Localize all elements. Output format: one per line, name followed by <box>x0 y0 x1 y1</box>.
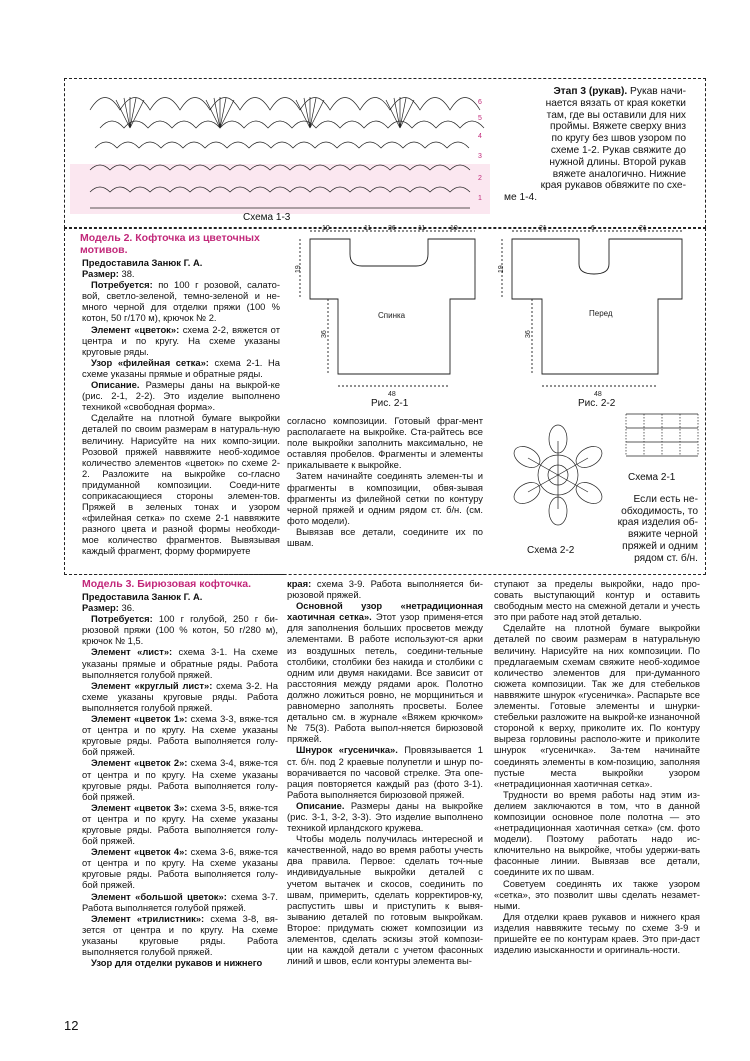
svg-text:5: 5 <box>478 115 482 122</box>
svg-text:48: 48 <box>388 391 396 398</box>
m3-c2-p5: Чтобы модель получилась интересной и качественной, надо во время работы учесть два правила. Первое: сделать точ-ные индивидуальные выкройки деталей с учетом вытачек и скосов, соединить по швам, примерить, сделать корректиров-ку, распустить швы и приступить к вывя-зыванию деталей по готовым выкройкам. Второе: придумать сюжет композиции из элементов, сделать эскизы этой компози-ции на каждой детали с учетом фасонных линий и швов, если контуры элемента вы- <box>287 833 483 967</box>
svg-text:10: 10 <box>322 225 330 232</box>
schema-2-1-caption: Схема 2-1 <box>628 472 676 483</box>
model3-col3 <box>494 578 700 955</box>
m2-needs: Потребуется: по 100 г розовой, салато-вой, светло-зеленой, темно-зеленой и не-много черной для отделки пряжи (100 % котон, 50 г/170 м), крючок № 2. <box>82 279 280 324</box>
stage3-line: ме 1-4. <box>504 192 538 204</box>
schema-2-2-caption: Схема 2-2 <box>527 545 575 556</box>
svg-text:21: 21 <box>539 225 547 232</box>
stage3-line: схеме 1-2. Рукав свяжите до <box>550 144 686 156</box>
svg-text:11: 11 <box>364 225 372 232</box>
crochet-chart-2-1 <box>622 408 702 468</box>
model3-col1 <box>82 591 278 968</box>
svg-text:36: 36 <box>525 330 532 338</box>
note-line: Если есть не- <box>633 494 698 505</box>
svg-text:48: 48 <box>594 391 602 398</box>
m3-flower1: Элемент «цветок 1»: схема 3-3, вяже-тся от центра и по кругу. На схеме указаны круговые ряды. Работа выполняется голу-бой пряжей. <box>82 713 278 758</box>
m2-author: Предоставила Занюк Г. А. <box>82 257 203 268</box>
svg-text:21: 21 <box>639 225 647 232</box>
svg-text:1: 1 <box>478 195 482 202</box>
m2-size: Размер: 38. <box>82 268 135 280</box>
stage3-line: нужной длины. Второй рукав <box>549 156 686 168</box>
m3-round-leaf: Элемент «круглый лист»: схема 3-2. На схеме указаны круговые ряды. Работа выполняется голубой пряжей. <box>82 679 278 713</box>
m3-c3-p1: ступают за пределы выкройки, надо про-совать выступающий контур и оставить свободным место на смежной детали и учесть это при работе над этой деталью. <box>494 578 700 623</box>
m2-c2-p1: согласно композиции. Готовый фраг-мент располагаете на выкройке. Ста-райтесь все поле выкройки заполнить максимально, не оставляя пробелов. Фрагменты и элементы прикалываете к выкройке. <box>287 415 483 471</box>
m3-c3-p2: Сделайте на плотной бумаге выкройки деталей по своим размерам в натуральную величину. Нарисуйте на них композиции. По предлагаемым схемам свяжите необ-ходимое количество элементов для при-думанного сюжета композиции. Так же для стебельков наввяжите шнурок «гусеничка». Распарьте все элементы. Готовые элементы и шнурки-стебельки разложите на выкрой-ке изнаночной стороной к верху, приколите их. По контуру выреза горловины располо-жите и приколите шнурок «гусеничка». За-тем начинайте соединять элементы в ком-позицию, заполняя пустые места выкройки узором «нетрадиционная хаотичная сетка». <box>494 622 700 789</box>
schema-caption-1-3: Схема 1-3 <box>243 212 291 223</box>
svg-text:Спинка: Спинка <box>378 311 406 320</box>
m3-c3-p3: Трудности во время работы над этим из-делием заключаются в том, что в данной композиции основное поле полотна — это «нетрадиционная хаотичная сетка» (см. фото модели). Поэтому работать надо ис-ключительно на выкройке, чтобы удержи-вать фасонные линии. Вывязав все детали, соедините их по швам. <box>494 788 700 878</box>
m3-trefoil: Элемент «трилистник»: схема 3-8, вя-зется от центра и по кругу. На схеме указаны круговые ряды. Работа выполняется голубой пряжей. <box>82 912 279 957</box>
crochet-chart-1-3 <box>70 80 490 215</box>
m2-c2-p2: Затем начинайте соединять элемен-ты и фрагменты в композиции, обвя-зывая фрагменты из филейной сетки по контуру черной пряжей и одним рядом ст. б/н. (см. фото модели). <box>287 470 483 526</box>
note-line: рядом ст. б/н. <box>634 552 698 564</box>
m3-flower4: Элемент «цветок 4»: схема 3-6, вяже-тся от центра и по кругу. На схеме указаны круговые ряды. Работа выполняется голу-бой пряжей. <box>82 846 278 891</box>
model2-note <box>598 494 698 564</box>
stage3-line: нается вязать от края кокетки <box>545 97 686 109</box>
m2-body: Сделайте на плотной бумаге выкройки деталей по своим размерам в натураль-ную величину. Нарисуйте на них компо-зиции. Розовой пряжей наввяжите необ-ходимое количество элементов «цветок» по схеме 2-2. Разложите на выкройке со-гласно придуманной композиции. Соеди-ните соприкасающиеся стороны элемен-тов. Пряжей в зеленых тонах и узором «филейная сетка» по схеме 2-1 наввяжите разного цвета и разной формы необходи-мое количество фрагментов. Вывязывая каждый фрагмент, форму формируете <box>82 412 280 557</box>
svg-text:Перед: Перед <box>589 309 613 318</box>
svg-text:11: 11 <box>418 225 426 232</box>
svg-text:6: 6 <box>591 225 595 232</box>
m3-leaf: Элемент «лист»: схема 3-1. На схеме указаны прямые и обратные ряды. Работа выполняется голубой пряжей. <box>82 646 278 680</box>
m2-flower: Элемент «цветок»: схема 2-2, вяжется от центра и по кругу. На схеме указаны круговые ряды. <box>82 323 280 357</box>
m2-filet: Узор «филейная сетка»: схема 2-1. На схеме указаны прямые и обратные ряды. <box>82 356 280 379</box>
stage3-line: проймы. Вяжете сверху вниз <box>550 121 686 133</box>
figure-2-2 <box>494 224 699 414</box>
model2-title-line2: мотивов. <box>80 244 128 256</box>
note-line: обходимость, то <box>621 505 698 517</box>
svg-text:4: 4 <box>478 133 482 140</box>
stage3-line: Этап 3 (рукав). Рукав начи- <box>553 86 686 97</box>
m3-author: Предоставила Занюк Г. А. <box>82 591 203 602</box>
stage3-line: вяжете аналогично. Нижние <box>552 168 686 180</box>
svg-text:36: 36 <box>321 330 328 338</box>
m3-c3-p5: Для отделки краев рукавов и нижнего края изделия наввяжите тесьму по схеме 3-9 и пришейте ее по контурам краев. Это при-даст изделию изысканности и оригиналь-ности. <box>494 910 700 956</box>
model2-title <box>80 232 286 256</box>
stage3-line: по кругу без швов узором по <box>551 133 686 145</box>
m3-size: Размер: 36. <box>82 602 135 614</box>
stage3-text <box>494 86 686 204</box>
stage3-line: края рукавов обвяжите по схе- <box>540 180 686 192</box>
svg-text:10: 10 <box>450 225 458 232</box>
svg-text:19: 19 <box>295 265 302 273</box>
model2-title-line1: Модель 2. Кофточка из цветочных <box>80 232 260 244</box>
m3-c2-p2: Основной узор «нетрадиционная хаотичная сетка». Этот узор применя-ется для заполнения больших просветов между элементами. В работе используют-ся арки из воздушных петель, соедини-тельные столбики, столбики без накида и столбики с одним или двумя накидами. Все зависит от расстояния между рядами арок. Полотно должно ложиться ровно, не морщиниться и равномерно заполнять просветы. Более детально см. в журнале «Вяжем крючком» № 75(3). Работа выпол-няется бирюзовой пряжей. <box>287 600 483 745</box>
stage3-line: там, где вы оставили для них <box>546 109 686 121</box>
model2-col2 <box>287 415 483 548</box>
figure-2-1-caption: Рис. 2-1 <box>371 398 409 409</box>
model3-title-frame <box>64 574 284 575</box>
m3-c2-p1: края: схема 3-9. Работа выполняется би-рюзовой пряжей. <box>287 578 483 601</box>
model3-title: Модель 3. Бирюзовая кофточка. <box>82 578 252 590</box>
m3-flower2: Элемент «цветок 2»: схема 3-4, вяже-тся от центра и по кругу. На схеме указаны круговые ряды. Работа выполняется голу-бой пряжей. <box>82 757 278 802</box>
m3-c3-p4: Советуем соединять их также узором «сетка», это позволит швы сделать незамет-ными. <box>494 877 700 911</box>
m2-c2-p3: Вывязав все детали, соедините их по швам. <box>287 525 483 549</box>
svg-text:6: 6 <box>478 99 482 106</box>
m3-c2-p3: Шнурок «гусеничка». Провязывается 1 ст. б/н. под 2 краевые полупетли и шнур по-ворачивается по часовой стрелке. Эта опе-рация повторяется каждый раз (фото 3-1). Работа выполняется бирюзовой пряжей. <box>287 744 483 800</box>
m3-big-flower: Элемент «большой цветок»: схема 3-7. Работа выполняется голубой пряжей. <box>82 890 278 913</box>
m3-c2-p4: Описание. Размеры даны на выкройке (рис. 3-1, 3-2, 3-3). Это изделие выполнено техникой ирландского кружева. <box>287 799 483 834</box>
page-number: 12 <box>64 1018 79 1033</box>
m3-edging: Узор для отделки рукавов и нижнего <box>91 957 263 969</box>
svg-text:2: 2 <box>478 175 482 182</box>
model3-col2 <box>287 578 483 966</box>
figure-2-1 <box>290 224 490 414</box>
m3-needs: Потребуется: 100 г голубой, 250 г би-рюзовой пряжи (100 % котон, 50 г/280 м), крючок № 1,5. <box>82 613 278 647</box>
svg-text:19: 19 <box>498 265 505 273</box>
note-line: пряжей и одним <box>622 540 698 552</box>
figure-2-2-caption: Рис. 2-2 <box>578 398 616 409</box>
svg-text:3: 3 <box>478 153 482 160</box>
m3-flower3: Элемент «цветок 3»: схема 3-5, вяже-тся от центра и по кругу. На схеме указаны круговые ряды. Работа выполняется голу-бой пряжей. <box>82 801 278 847</box>
svg-text:26: 26 <box>388 225 396 232</box>
note-line: края изделия об- <box>617 517 698 529</box>
model2-col1 <box>82 257 280 557</box>
m2-desc: Описание. Размеры даны на выкрой-ке (рис. 2-1, 2-2). Это изделие выполнено техникой «свободная форма». <box>82 379 280 413</box>
note-line: вяжите черной <box>628 529 698 541</box>
